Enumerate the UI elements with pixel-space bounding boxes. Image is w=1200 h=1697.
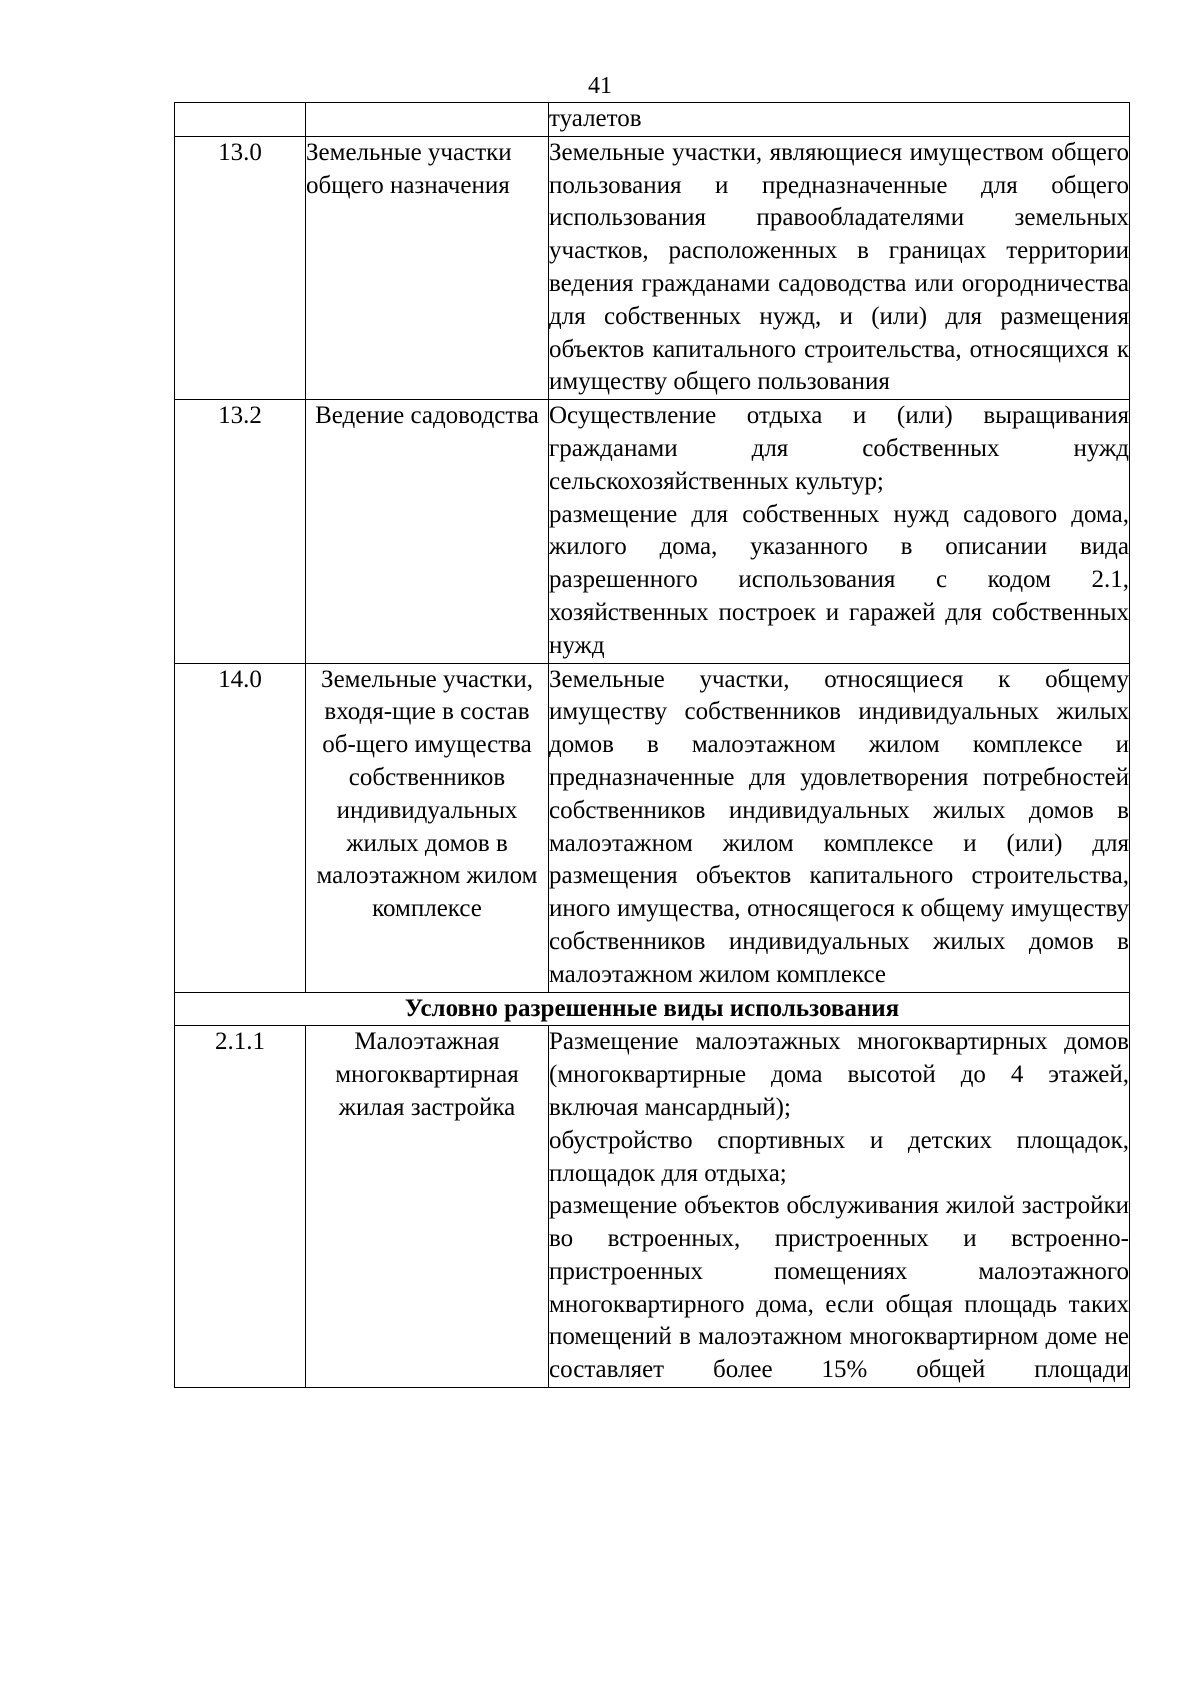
row-name: Земельные участки общего назначения (306, 136, 549, 399)
description-paragraph: обустройство спортивных и детских площадок, площадок для отдыха; (549, 1126, 1129, 1187)
row-code: 13.0 (175, 136, 306, 399)
description-paragraph: Осуществление отдыха и (или) выращивания гражданами для собственных нужд сельскохозяйственных культур; (549, 402, 1129, 495)
description-paragraph: размещение для собственных нужд садового дома, жилого дома, указанного в описании вида разрешенного использования с кодом 2.1, хозяйственных построек и гаражей для собственных нужд (549, 500, 1129, 659)
row-name (306, 103, 549, 137)
row-name: Ведение садоводства (306, 400, 549, 663)
row-name: Земельные участки, входя-щие в состав об-щего имущества собственников индивидуальных жилых домов в малоэтажном жилом комплексе (306, 663, 549, 992)
row-description (549, 1026, 1130, 1388)
land-use-table (174, 102, 1130, 1388)
description-paragraph: размещение объектов обслуживания жилой застройки во встроенных, пристроенных и встроенно-пристроенных помещениях малоэтажного многоквартирного дома, если общая площадь таких помещений в малоэтажном многоквартирном доме не составляет более 15% общей площади (549, 1192, 1129, 1384)
description-paragraph: Размещение малоэтажных многоквартирных домов (многоквартирные дома высотой до 4 этажей, включая мансардный); (549, 1028, 1129, 1121)
table-row (175, 663, 1130, 992)
table-row (175, 1026, 1130, 1388)
row-code: 2.1.1 (175, 1026, 306, 1388)
table-row (175, 103, 1130, 137)
row-code: 14.0 (175, 663, 306, 992)
row-code (175, 103, 306, 137)
table-row (175, 136, 1130, 399)
description-paragraph: Земельные участки, являющиеся имуществом общего пользования и предназначенные для общего использования правообладателями земельных участков, расположенных в границах территории ведения гражданами садоводства или огородничества для собственных нужд, и (или) для размещения объектов капитального строительства, относящихся к имуществу общего пользования (549, 138, 1129, 396)
table-row (175, 400, 1130, 663)
section-title: Условно разрешенные виды использования (175, 992, 1130, 1026)
row-description (549, 663, 1130, 992)
row-description (549, 400, 1130, 663)
description-paragraph: Земельные участки, относящиеся к общему имуществу собственников индивидуальных жилых домов в малоэтажном жилом комплексе и предназначенные для удовлетворения потребностей собственников индивидуальных жилых домов в малоэтажном жилом комплексе и (или) для размещения объектов капитального строительства, иного имущества, относящегося к общему имуществу собственников индивидуальных жилых домов в малоэтажном жилом комплексе (549, 665, 1129, 988)
description-paragraph: туалетов (549, 105, 642, 132)
page-number: 41 (588, 73, 612, 99)
row-code: 13.2 (175, 400, 306, 663)
row-description (549, 136, 1130, 399)
row-description (549, 103, 1130, 137)
section-header-row (175, 992, 1130, 1026)
row-name: Малоэтажная многоквартирная жилая застройка (306, 1026, 549, 1388)
